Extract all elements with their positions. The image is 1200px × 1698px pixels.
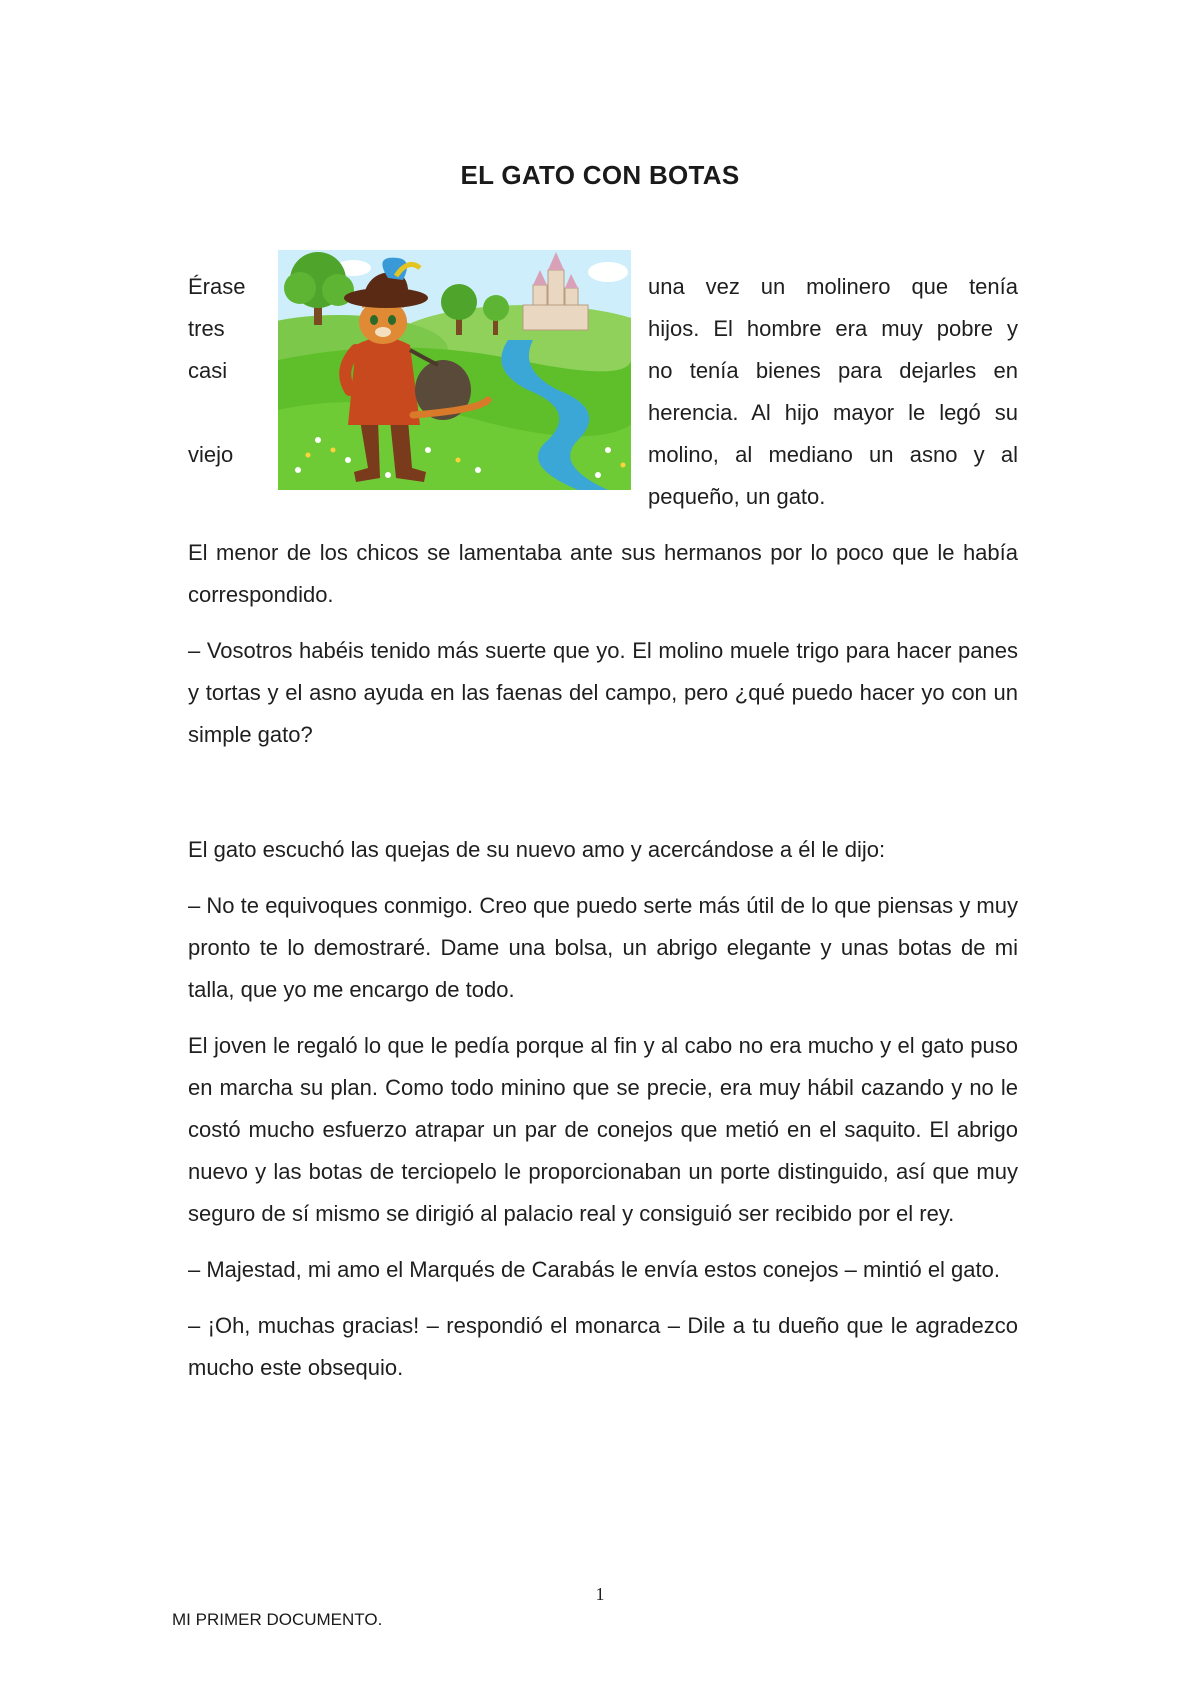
intro-left-word: Érase	[188, 274, 246, 299]
paragraph: – Majestad, mi amo el Marqués de Carabás le envía estos conejos – mintió el gato.	[188, 1257, 1000, 1282]
intro-right-line: hijos. El hombre era muy pobre y	[648, 316, 1018, 341]
paragraph: – Vosotros habéis tenido más suerte que yo. El molino muele trigo para hacer panes y tortas y el asno ayuda en las faenas del campo, pero ¿qué puedo hacer yo con un simple gato?	[188, 638, 1018, 747]
paragraph: – No te equivoques conmigo. Creo que puedo serte más útil de lo que piensas y muy pronto te lo demostraré. Dame una bolsa, un abrigo elegante y unas botas de mi talla, que yo me encargo de todo.	[188, 893, 1018, 1002]
document-title: EL GATO CON BOTAS	[460, 160, 740, 190]
intro-left-word: tres	[188, 316, 225, 341]
body-section-b	[188, 829, 1018, 1403]
intro-right-line: una vez un molinero que tenía	[648, 274, 1018, 299]
body-section-a	[188, 532, 1018, 770]
page-number: 1	[595, 1584, 605, 1604]
intro-left-column	[188, 266, 278, 518]
intro-left-word: viejo	[188, 442, 234, 467]
footer-text: MI PRIMER DOCUMENTO.	[172, 1610, 383, 1629]
paragraph: – ¡Oh, muchas gracias! – respondió el monarca – Dile a tu dueño que le agradezco mucho este obsequio.	[188, 1313, 1018, 1380]
intro-right-line: molino, al mediano un asno y al	[648, 442, 1018, 467]
intro-right-column	[648, 266, 1018, 518]
paragraph: El menor de los chicos se lamentaba ante sus hermanos por lo poco que le había correspondido.	[188, 540, 1018, 607]
paragraph: El gato escuchó las quejas de su nuevo amo y acercándose a él le dijo:	[188, 837, 886, 862]
intro-left-word	[188, 476, 278, 518]
intro-right-line: no tenía bienes para dejarles en	[648, 358, 1018, 383]
intro-right-line: herencia. Al hijo mayor le legó su	[648, 400, 1018, 425]
paragraph: El joven le regaló lo que le pedía porque al fin y al cabo no era mucho y el gato puso en marcha su plan. Como todo minino que se precie, era muy hábil cazando y no le costó mucho esfuerzo atrapar un par de conejos que metió en el saquito. El abrigo nuevo y las botas de terciopelo le proporcionaban un porte distinguido, así que muy seguro de sí mismo se dirigió al palacio real y consiguió ser recibido por el rey.	[188, 1033, 1018, 1226]
intro-left-word	[188, 392, 278, 434]
intro-right-line: pequeño, un gato.	[648, 484, 826, 509]
intro-left-word: casi	[188, 358, 228, 383]
puss-in-boots-illustration-icon	[278, 250, 631, 490]
